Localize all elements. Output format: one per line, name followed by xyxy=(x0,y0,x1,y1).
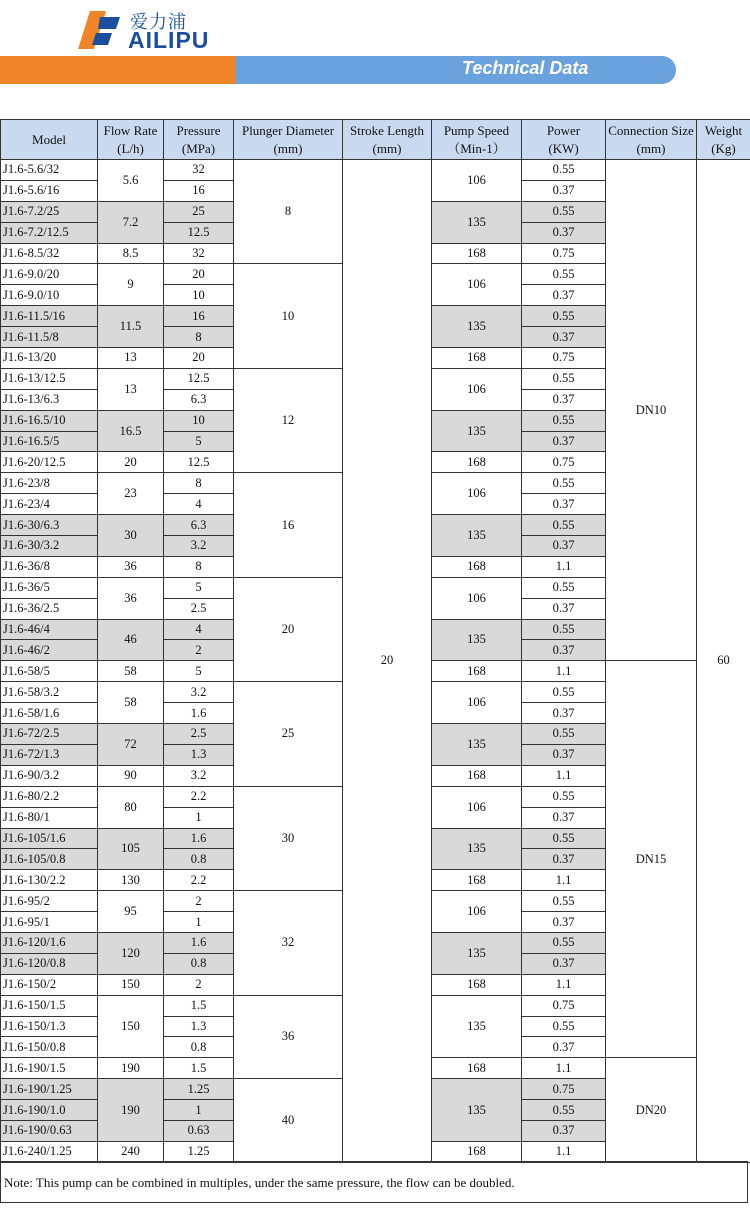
header-weight-line: (Kg) xyxy=(711,140,736,156)
pump-speed-cell: 168 xyxy=(432,1141,522,1162)
pump-speed-cell: 168 xyxy=(432,974,522,995)
model-cell: J1.6-36/5 xyxy=(1,577,98,598)
plunger-diameter-cell: 32 xyxy=(234,891,343,995)
flow-rate-cell: 9 xyxy=(98,264,164,306)
model-cell: J1.6-30/3.2 xyxy=(1,536,98,557)
pressure-cell: 2.2 xyxy=(164,870,234,891)
pressure-cell: 25 xyxy=(164,201,234,222)
table-header-row xyxy=(1,120,750,160)
flow-rate-cell: 7.2 xyxy=(98,201,164,243)
model-cell: J1.6-13/20 xyxy=(1,348,98,369)
power-cell: 0.37 xyxy=(522,222,606,243)
power-cell: 0.55 xyxy=(522,932,606,953)
pressure-cell: 1.6 xyxy=(164,828,234,849)
pump-speed-cell: 168 xyxy=(432,765,522,786)
model-cell: J1.6-9.0/10 xyxy=(1,285,98,306)
pressure-cell: 2.2 xyxy=(164,786,234,807)
pump-speed-cell: 135 xyxy=(432,995,522,1058)
pressure-cell: 10 xyxy=(164,285,234,306)
model-cell: J1.6-80/1 xyxy=(1,807,98,828)
pump-speed-cell: 106 xyxy=(432,160,522,202)
power-cell: 1.1 xyxy=(522,974,606,995)
pressure-cell: 2.5 xyxy=(164,724,234,745)
model-cell: J1.6-7.2/25 xyxy=(1,201,98,222)
header-connection-size xyxy=(606,120,697,160)
plunger-diameter-cell: 30 xyxy=(234,786,343,890)
pressure-cell: 1 xyxy=(164,1100,234,1121)
model-cell: J1.6-11.5/16 xyxy=(1,306,98,327)
flow-rate-cell: 13 xyxy=(98,368,164,410)
header-flow-rate-line: Flow Rate xyxy=(103,122,158,138)
stroke-length-cell: 20 xyxy=(343,160,432,1163)
flow-rate-cell: 23 xyxy=(98,473,164,515)
flow-rate-cell: 130 xyxy=(98,870,164,891)
power-cell: 0.55 xyxy=(522,368,606,389)
pressure-cell: 2.5 xyxy=(164,598,234,619)
power-cell: 0.55 xyxy=(522,515,606,536)
header-plunger-diameter-line: (mm) xyxy=(273,140,303,156)
pressure-cell: 4 xyxy=(164,494,234,515)
pressure-cell: 0.63 xyxy=(164,1120,234,1141)
model-cell: J1.6-5.6/16 xyxy=(1,180,98,201)
pressure-cell: 5 xyxy=(164,577,234,598)
power-cell: 1.1 xyxy=(522,765,606,786)
pressure-cell: 1.25 xyxy=(164,1079,234,1100)
pump-speed-cell: 168 xyxy=(432,556,522,577)
model-cell: J1.6-95/1 xyxy=(1,912,98,933)
model-cell: J1.6-9.0/20 xyxy=(1,264,98,285)
header-model-line: Model xyxy=(32,131,66,147)
model-cell: J1.6-16.5/10 xyxy=(1,410,98,431)
model-cell: J1.6-16.5/5 xyxy=(1,431,98,452)
power-cell: 0.37 xyxy=(522,912,606,933)
model-cell: J1.6-190/1.0 xyxy=(1,1100,98,1121)
flow-rate-cell: 46 xyxy=(98,619,164,661)
model-cell: J1.6-120/0.8 xyxy=(1,953,98,974)
model-cell: J1.6-90/3.2 xyxy=(1,765,98,786)
power-cell: 1.1 xyxy=(522,870,606,891)
flow-rate-cell: 58 xyxy=(98,682,164,724)
model-cell: J1.6-8.5/32 xyxy=(1,243,98,264)
pump-speed-cell: 135 xyxy=(432,932,522,974)
flow-rate-cell: 240 xyxy=(98,1141,164,1162)
pump-speed-cell: 135 xyxy=(432,724,522,766)
pressure-cell: 3.2 xyxy=(164,765,234,786)
pump-speed-cell: 106 xyxy=(432,786,522,828)
pressure-cell: 5 xyxy=(164,661,234,682)
power-cell: 0.37 xyxy=(522,953,606,974)
power-cell: 0.75 xyxy=(522,243,606,264)
header-model xyxy=(1,120,98,160)
plunger-diameter-cell: 25 xyxy=(234,682,343,786)
model-cell: J1.6-13/6.3 xyxy=(1,389,98,410)
header-pressure-line: Pressure xyxy=(176,122,221,138)
pressure-cell: 12.5 xyxy=(164,368,234,389)
pressure-cell: 0.8 xyxy=(164,953,234,974)
pressure-cell: 10 xyxy=(164,410,234,431)
flow-rate-cell: 150 xyxy=(98,974,164,995)
table-row xyxy=(1,160,750,181)
flow-rate-cell: 11.5 xyxy=(98,306,164,348)
flow-rate-cell: 13 xyxy=(98,348,164,369)
weight-cell: 60 xyxy=(697,160,750,1163)
power-cell: 0.37 xyxy=(522,744,606,765)
pressure-cell: 0.8 xyxy=(164,849,234,870)
banner-orange-stripe xyxy=(0,56,240,84)
power-cell: 0.37 xyxy=(522,1037,606,1058)
flow-rate-cell: 72 xyxy=(98,724,164,766)
pressure-cell: 1.3 xyxy=(164,1016,234,1037)
plunger-diameter-cell: 10 xyxy=(234,264,343,368)
pressure-cell: 8 xyxy=(164,556,234,577)
model-cell: J1.6-80/2.2 xyxy=(1,786,98,807)
model-cell: J1.6-5.6/32 xyxy=(1,160,98,181)
pressure-cell: 20 xyxy=(164,348,234,369)
pressure-cell: 2 xyxy=(164,640,234,661)
pressure-cell: 32 xyxy=(164,243,234,264)
model-cell: J1.6-105/0.8 xyxy=(1,849,98,870)
power-cell: 0.55 xyxy=(522,473,606,494)
pressure-cell: 1.6 xyxy=(164,932,234,953)
header-pump-speed-line: （Min-1） xyxy=(447,140,506,156)
model-cell: J1.6-190/0.63 xyxy=(1,1120,98,1141)
flow-rate-cell: 105 xyxy=(98,828,164,870)
power-cell: 0.55 xyxy=(522,682,606,703)
power-cell: 1.1 xyxy=(522,661,606,682)
flow-rate-cell: 8.5 xyxy=(98,243,164,264)
plunger-diameter-cell: 12 xyxy=(234,368,343,472)
model-cell: J1.6-130/2.2 xyxy=(1,870,98,891)
flow-rate-cell: 80 xyxy=(98,786,164,828)
pressure-cell: 0.8 xyxy=(164,1037,234,1058)
header-plunger-diameter xyxy=(234,120,343,160)
pressure-cell: 32 xyxy=(164,160,234,181)
pressure-cell: 12.5 xyxy=(164,452,234,473)
power-cell: 0.55 xyxy=(522,160,606,181)
brand-name-en: AILIPU xyxy=(128,27,210,53)
header-flow-rate xyxy=(98,120,164,160)
model-cell: J1.6-7.2/12.5 xyxy=(1,222,98,243)
header-flow-rate-line: (L/h) xyxy=(117,140,144,156)
header-power-line: (KW) xyxy=(548,140,579,156)
power-cell: 0.75 xyxy=(522,1079,606,1100)
pump-speed-cell: 135 xyxy=(432,619,522,661)
model-cell: J1.6-150/2 xyxy=(1,974,98,995)
model-cell: J1.6-150/1.5 xyxy=(1,995,98,1016)
power-cell: 0.55 xyxy=(522,410,606,431)
power-cell: 0.37 xyxy=(522,180,606,201)
model-cell: J1.6-240/1.25 xyxy=(1,1141,98,1162)
power-cell: 0.37 xyxy=(522,285,606,306)
model-cell: J1.6-58/1.6 xyxy=(1,703,98,724)
power-cell: 0.37 xyxy=(522,849,606,870)
power-cell: 0.75 xyxy=(522,995,606,1016)
pressure-cell: 1 xyxy=(164,912,234,933)
pressure-cell: 12.5 xyxy=(164,222,234,243)
power-cell: 0.37 xyxy=(522,389,606,410)
plunger-diameter-cell: 36 xyxy=(234,995,343,1079)
model-cell: J1.6-46/4 xyxy=(1,619,98,640)
model-cell: J1.6-36/2.5 xyxy=(1,598,98,619)
plunger-diameter-cell: 40 xyxy=(234,1079,343,1163)
flow-rate-cell: 190 xyxy=(98,1079,164,1142)
power-cell: 1.1 xyxy=(522,1141,606,1162)
header xyxy=(0,0,750,118)
pump-speed-cell: 168 xyxy=(432,452,522,473)
model-cell: J1.6-120/1.6 xyxy=(1,932,98,953)
power-cell: 0.55 xyxy=(522,1016,606,1037)
ailipu-logo-icon xyxy=(76,11,122,49)
power-cell: 0.37 xyxy=(522,598,606,619)
header-connection-size-line: Connection Size xyxy=(608,122,694,138)
plunger-diameter-cell: 16 xyxy=(234,473,343,577)
power-cell: 0.37 xyxy=(522,431,606,452)
pressure-cell: 6.3 xyxy=(164,515,234,536)
flow-rate-cell: 90 xyxy=(98,765,164,786)
pump-speed-cell: 168 xyxy=(432,243,522,264)
power-cell: 0.37 xyxy=(522,703,606,724)
header-stroke-length-line: Stroke Length xyxy=(349,122,424,138)
model-cell: J1.6-72/2.5 xyxy=(1,724,98,745)
pump-speed-cell: 135 xyxy=(432,201,522,243)
pressure-cell: 6.3 xyxy=(164,389,234,410)
header-weight-line: Weight xyxy=(704,122,743,138)
pressure-cell: 16 xyxy=(164,180,234,201)
power-cell: 0.37 xyxy=(522,1120,606,1141)
pressure-cell: 1.5 xyxy=(164,1058,234,1079)
banner-blue-stripe xyxy=(236,56,676,84)
pump-speed-cell: 135 xyxy=(432,828,522,870)
power-cell: 1.1 xyxy=(522,1058,606,1079)
flow-rate-cell: 36 xyxy=(98,577,164,619)
pump-speed-cell: 168 xyxy=(432,661,522,682)
power-cell: 0.55 xyxy=(522,891,606,912)
header-plunger-diameter-line: Plunger Diameter xyxy=(241,122,335,138)
banner-title: Technical Data xyxy=(462,58,589,78)
pressure-cell: 3.2 xyxy=(164,536,234,557)
power-cell: 0.55 xyxy=(522,577,606,598)
model-cell: J1.6-46/2 xyxy=(1,640,98,661)
pressure-cell: 1 xyxy=(164,807,234,828)
flow-rate-cell: 30 xyxy=(98,515,164,557)
flow-rate-cell: 5.6 xyxy=(98,160,164,202)
pump-speed-cell: 106 xyxy=(432,264,522,306)
pressure-cell: 2 xyxy=(164,974,234,995)
header-weight xyxy=(697,120,750,160)
pressure-cell: 1.3 xyxy=(164,744,234,765)
flow-rate-cell: 58 xyxy=(98,661,164,682)
power-cell: 0.37 xyxy=(522,536,606,557)
flow-rate-cell: 120 xyxy=(98,932,164,974)
pump-speed-cell: 168 xyxy=(432,870,522,891)
pump-speed-cell: 135 xyxy=(432,515,522,557)
header-power-line: Power xyxy=(546,122,581,138)
model-cell: J1.6-72/1.3 xyxy=(1,744,98,765)
pressure-cell: 8 xyxy=(164,473,234,494)
pump-speed-cell: 168 xyxy=(432,1058,522,1079)
power-cell: 0.37 xyxy=(522,640,606,661)
technical-data-table xyxy=(0,119,750,1163)
power-cell: 0.37 xyxy=(522,807,606,828)
power-cell: 0.55 xyxy=(522,1100,606,1121)
model-cell: J1.6-36/8 xyxy=(1,556,98,577)
model-cell: J1.6-30/6.3 xyxy=(1,515,98,536)
pressure-cell: 1.25 xyxy=(164,1141,234,1162)
model-cell: J1.6-150/1.3 xyxy=(1,1016,98,1037)
pump-speed-cell: 106 xyxy=(432,577,522,619)
model-cell: J1.6-95/2 xyxy=(1,891,98,912)
connection-size-cell: DN15 xyxy=(606,661,697,1058)
pump-speed-cell: 106 xyxy=(432,473,522,515)
pump-speed-cell: 168 xyxy=(432,348,522,369)
flow-rate-cell: 95 xyxy=(98,891,164,933)
pressure-cell: 8 xyxy=(164,327,234,348)
pump-speed-cell: 135 xyxy=(432,306,522,348)
header-pressure-line: (MPa) xyxy=(181,140,216,156)
brand-name-cn: 爱力浦 xyxy=(130,12,187,33)
table-body xyxy=(1,160,750,1163)
plunger-diameter-cell: 8 xyxy=(234,160,343,264)
flow-rate-cell: 20 xyxy=(98,452,164,473)
header-connection-size-line: (mm) xyxy=(636,140,666,156)
model-cell: J1.6-190/1.5 xyxy=(1,1058,98,1079)
power-cell: 0.55 xyxy=(522,306,606,327)
power-cell: 1.1 xyxy=(522,556,606,577)
power-cell: 0.55 xyxy=(522,619,606,640)
pressure-cell: 1.6 xyxy=(164,703,234,724)
power-cell: 0.55 xyxy=(522,201,606,222)
pump-speed-cell: 106 xyxy=(432,368,522,410)
flow-rate-cell: 36 xyxy=(98,556,164,577)
power-cell: 0.37 xyxy=(522,494,606,515)
power-cell: 0.55 xyxy=(522,724,606,745)
header-pressure xyxy=(164,120,234,160)
power-cell: 0.55 xyxy=(522,828,606,849)
connection-size-cell: DN20 xyxy=(606,1058,697,1162)
pump-speed-cell: 135 xyxy=(432,410,522,452)
power-cell: 0.37 xyxy=(522,327,606,348)
header-stroke-length-line: (mm) xyxy=(372,140,402,156)
flow-rate-cell: 150 xyxy=(98,995,164,1058)
model-cell: J1.6-23/8 xyxy=(1,473,98,494)
model-cell: J1.6-13/12.5 xyxy=(1,368,98,389)
pressure-cell: 3.2 xyxy=(164,682,234,703)
pressure-cell: 2 xyxy=(164,891,234,912)
model-cell: J1.6-23/4 xyxy=(1,494,98,515)
pressure-cell: 20 xyxy=(164,264,234,285)
pump-speed-cell: 106 xyxy=(432,682,522,724)
connection-size-cell: DN10 xyxy=(606,160,697,661)
model-cell: J1.6-11.5/8 xyxy=(1,327,98,348)
pump-speed-cell: 135 xyxy=(432,1079,522,1142)
power-cell: 0.55 xyxy=(522,786,606,807)
model-cell: J1.6-190/1.25 xyxy=(1,1079,98,1100)
pressure-cell: 16 xyxy=(164,306,234,327)
pump-speed-cell: 106 xyxy=(432,891,522,933)
flow-rate-cell: 16.5 xyxy=(98,410,164,452)
model-cell: J1.6-58/3.2 xyxy=(1,682,98,703)
header-pump-speed xyxy=(432,120,522,160)
header-power xyxy=(522,120,606,160)
plunger-diameter-cell: 20 xyxy=(234,577,343,681)
model-cell: J1.6-20/12.5 xyxy=(1,452,98,473)
header-pump-speed-line: Pump Speed xyxy=(443,122,510,138)
header-stroke-length xyxy=(343,120,432,160)
pressure-cell: 4 xyxy=(164,619,234,640)
model-cell: J1.6-58/5 xyxy=(1,661,98,682)
power-cell: 0.55 xyxy=(522,264,606,285)
power-cell: 0.75 xyxy=(522,452,606,473)
model-cell: J1.6-105/1.6 xyxy=(1,828,98,849)
pressure-cell: 5 xyxy=(164,431,234,452)
table-note: Note: This pump can be combined in multiples, under the same pressure, the flow can be doubled. xyxy=(0,1161,748,1203)
power-cell: 0.75 xyxy=(522,348,606,369)
pressure-cell: 1.5 xyxy=(164,995,234,1016)
flow-rate-cell: 190 xyxy=(98,1058,164,1079)
model-cell: J1.6-150/0.8 xyxy=(1,1037,98,1058)
